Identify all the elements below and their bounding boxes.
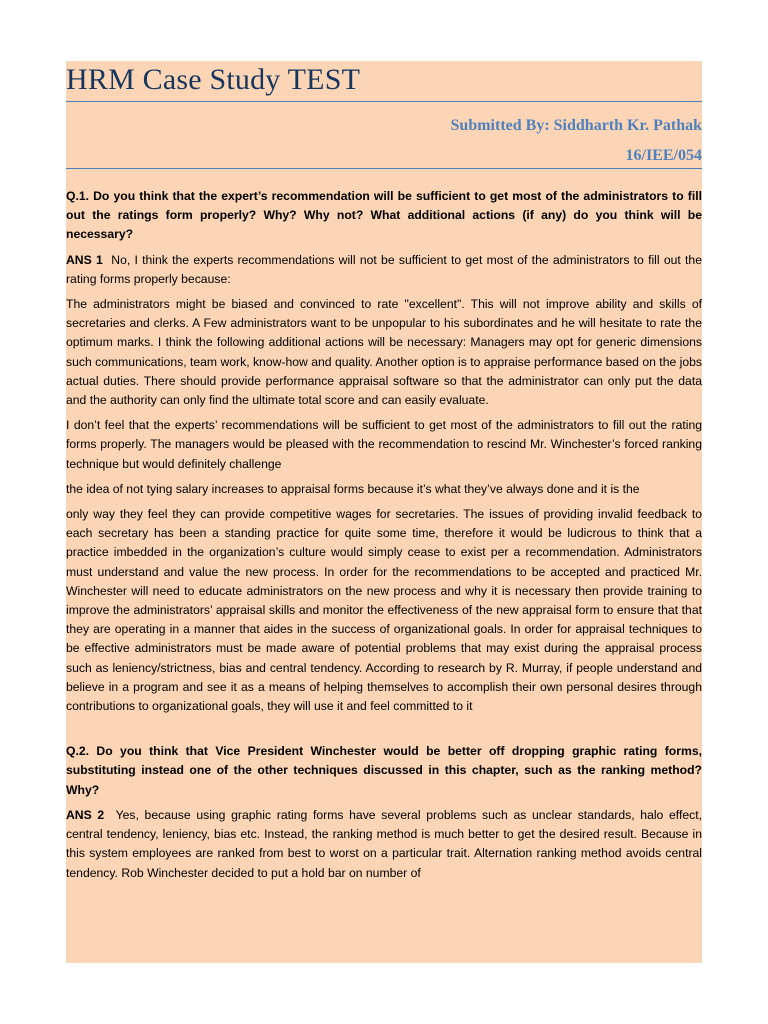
header-divider — [66, 168, 702, 169]
submitted-by: Submitted By: Siddharth Kr. Pathak — [450, 117, 702, 134]
answer-1-intro — [66, 251, 702, 289]
paragraph-2: I don’t feel that the experts’ recommendations will be sufficient to get most of the administrators to fill out the rating forms properly. The managers would be pleased with the recommendation to rescind Mr. Winchester’s forced ranking technique but would definitely challenge — [66, 418, 702, 471]
title-divider — [66, 101, 702, 102]
question-1: Q.1. Do you think that the expert’s recommendation will be sufficient to get most of the administrators to fill out the ratings form properly? Why? Why not? What additional actions (if any) do you think will be necessary? — [66, 189, 702, 242]
answer-2-label: ANS 2 — [66, 807, 105, 822]
answer-2-text: Yes, because using graphic rating forms have several problems such as unclear standards, halo effect, central tendency, leniency, bias etc. Instead, the ranking method is much better to get the desired result. Because in this system employees are ranked from best to worst on a particular trait. Alternation ranking method avoids central tendency. Rob Winchester decided to put a hold bar on number of — [66, 807, 702, 880]
document-body — [66, 187, 702, 889]
answer-1-label: ANS 1 — [66, 252, 103, 267]
answer-1-text: No, I think the experts recommendations will not be sufficient to get most of the administrators to fill out the rating forms properly because: — [66, 252, 702, 286]
roll-number: 16/IEE/054 — [625, 147, 702, 164]
document-title: HRM Case Study TEST — [66, 63, 361, 96]
question-2: Q.2. Do you think that Vice President Winchester would be better off dropping graphic rating forms, substituting instead one of the other techniques discussed in this chapter, such as the ranking method? Why? — [66, 744, 702, 797]
answer-2 — [66, 806, 702, 883]
paragraph-3: the idea of not tying salary increases to appraisal forms because it’s what they’ve always done and it is the — [66, 481, 640, 496]
paragraph-4: only way they feel they can provide competitive wages for secretaries. The issues of providing invalid feedback to each secretary has been a standing practice for quite some time, therefore it would be ludicrous to think that a practice imbedded in the organization’s culture would simply cease to exist per a recommendation. Administrators must understand and value the new process. In order for the recommendations to be accepted and practiced Mr. Winchester will need to educate administrators on the new process and why it is necessary then provide training to improve the administrators’ appraisal skills and monitor the effectiveness of the new appraisal form to ensure that that they are operating in a manner that aides in the success of organizational goals. In order for appraisal techniques to be effective administrators must be made aware of potential problems that may exist during the appraisal process such as leniency/strictness, bias and central tendency. According to research by R. Murray, if people understand and believe in a program and see it as a means of helping themselves to accomplish their own personal desires through contributions to organizational goals, they will use it and feel committed to it — [66, 507, 702, 714]
document-page — [66, 61, 702, 963]
paragraph-1: The administrators might be biased and convinced to rate "excellent". This will not improve ability and skills of secretaries and clerks. A Few administrators want to be unpopular to his subordinates and he will hesitate to rate the optimum marks. I think the following additional actions will be necessary: Managers may opt for generic dimensions such communications, team work, know-how and quality. Another option is to appraise performance based on the jobs actual duties. There should provide performance appraisal software so that the administrator can only put the data and the authority can only find the ultimate total score and can easily evaluate. — [66, 297, 702, 408]
